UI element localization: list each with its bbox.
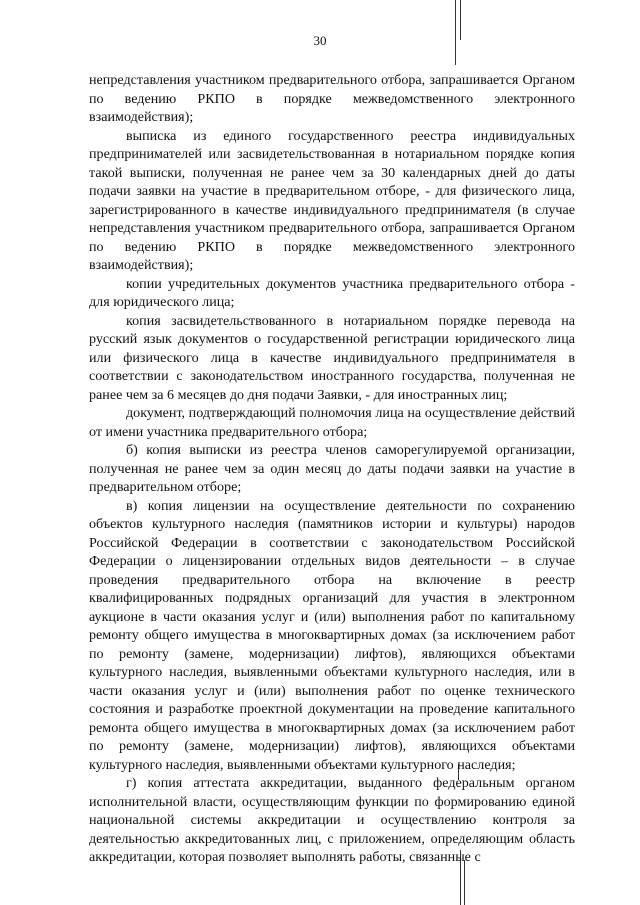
paragraph: г) копия аттестата аккредитации, выданного федеральным органом исполнительной власти, осуществляющим функции по формированию единой национальной системы аккредитации и осуществлению контроля за деятельностью аккредитованных лиц, с приложением, определяющим область аккредитации, которая позволяет выполнять работы, связанные с [89, 775, 575, 865]
paragraph: копия засвидетельствованного в нотариальном порядке перевода на русский язык документов о государственной регистрации юридического лица или физического лица в качестве индивидуального предпринимателя в соответствии с законодательством иностранного государства, полученная не ранее чем за 6 месяцев до дня подачи Заявки, - для иностранных лиц; [89, 312, 575, 403]
paragraph: выписка из единого государственного реестра индивидуальных предпринимателей или засвидетельствованная в нотариальном порядке копия такой выписки, полученная не ранее чем за 30 календарных дней до даты подачи заявки на участие в предварительном отборе, - для физического лица, зарегистрированного в качестве индивидуального предпринимателя (в случае непредставления участником предварительного отбора, запрашивается Органом по ведению РКПО в порядке межведомственного электронного взаимодействия); [89, 127, 575, 273]
paragraph: б) копия выписки из реестра членов саморегулируемой организации, полученная не ранее чем за один месяц до даты подачи заявки на участие в предварительном отборе; [89, 442, 575, 495]
scan-artifact-line [455, 0, 456, 65]
scan-artifact-line [464, 860, 465, 905]
paragraph: в) копия лицензии на осуществление деятельности по сохранению объектов культурного наследия (памятников истории и культуры) народов Российской Федерации в соответствии с законодательством Российской Федерации о лицензировании отдельных видов деятельности – в случае проведения предварительного отбора на включение в реестр квалифицированных подрядных организаций для участия в электронном аукционе в части оказания услуг и (или) выполнения работ по капитальному ремонту общего имущества в многоквартирных домах (за исключением работ по ремонту (замене, модернизации) лифтов), являющихся объектами культурного наследия, выявленными объектами культурного наследия, или в части оказания услуг и (или) выполнения работ по оценке технического состояния и разработке проектной документации на проведение капитального ремонта общего имущества в многоквартирных домах (за исключением работ по ремонту (замене, модернизации) лифтов), являющихся объектами культурного наследия, выявленными объектами культурного наследия; [89, 497, 575, 773]
paragraph: непредставления участником предварительного отбора, запрашивается Органом по ведению РКПО в порядке межведомственного электронного взаимодействия); [89, 72, 575, 125]
paragraph: документ, подтверждающий полномочия лица на осуществление действий от имени участника предварительного отбора; [89, 405, 575, 440]
document-body [89, 71, 575, 867]
paragraph: копии учредительных документов участника предварительного отбора - для юридического лица; [89, 275, 575, 310]
page-number: 30 [313, 33, 327, 48]
scan-artifact-line [460, 0, 461, 40]
